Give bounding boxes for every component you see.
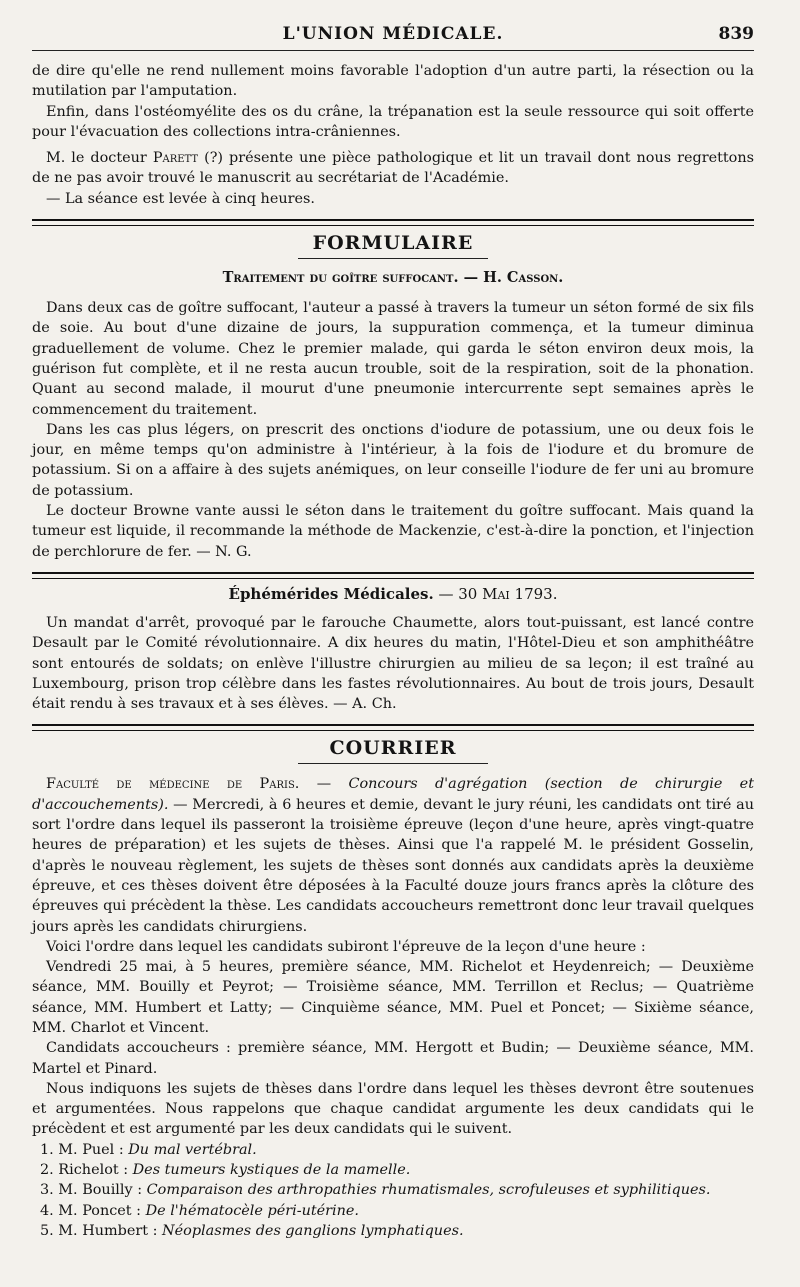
- formulaire-title: FORMULAIRE: [312, 232, 474, 255]
- intro-paragraph-1: de dire qu'elle ne rend nullement moins favorable l'adoption d'un autre parti, la résection ou la mutilation par l'amputation.: [32, 63, 754, 100]
- ephemerides-title: Éphémérides Médicales.: [228, 584, 434, 603]
- list-item: 1. M. Puel : Du mal vertébral.: [40, 1141, 257, 1158]
- journal-title: L'UNION MÉDICALE.: [282, 24, 504, 44]
- courrier-paragraph-4: Candidats accoucheurs : première séance, MM. Hergott et Budin; — Deuxième séance, MM. Martel et Pinard.: [32, 1040, 754, 1077]
- concours-name: Concours d'agrégation (section de chirurgie et d'accouchements).: [32, 776, 754, 813]
- courrier-paragraph-3: Vendredi 25 mai, à 5 heures, première séance, MM. Richelot et Heydenreich; — Deuxième séance, MM. Bouilly et Peyrot; — Troisième séance, MM. Terrillon et Reclus; — Quatrième séance, MM. Humbert et Latty; — Cinquième séance, MM. Puel et Poncet; — Sixième séance, MM. Charlot et Vincent.: [32, 959, 754, 1036]
- section-divider: [32, 219, 754, 226]
- formulaire-subtitle: Traitement du goître suffocant. — H. Casson.: [222, 269, 564, 287]
- section-divider: [32, 572, 754, 579]
- list-item: 4. M. Poncet : De l'hématocèle péri-utérine.: [40, 1202, 359, 1219]
- title-underline: [298, 258, 488, 259]
- courrier-paragraph-1: Faculté de médecine de Paris. — Concours d'agrégation (section de chirurgie et d'accouchements). — Mercredi, à 6 heures et demie, devant le jury réuni, les candidats ont tiré au sort l'ordre dans lequel ils passeront la troisième épreuve (leçon d'une heure, après vingt-quatre heures de préparation) et les sujets de thèses. Ainsi que l'a rappelé M. le président Gosselin, d'après le nouveau règlement, les sujets de thèses sont donnés aux candidats après la deuxième épreuve, et ces thèses doivent être déposées à la Faculté douze jours francs après la clôture des épreuves qui précèdent la thèse. Les candidats accoucheurs remettront donc leur travail quelques jours après les candidats chirurgiens.: [32, 776, 754, 935]
- list-item: 2. Richelot : Des tumeurs kystiques de la mamelle.: [40, 1162, 411, 1179]
- title-underline: [298, 763, 488, 764]
- formulaire-paragraph-2: Dans les cas plus légers, on prescrit des onctions d'iodure de potassium, une ou deux fois le jour, en même temps qu'on administre à l'intérieur, à la fois de l'iodure et du bromure de potassium. Si on a affaire à des sujets anémiques, on leur conseille l'iodure de fer uni au bromure de potassium.: [32, 421, 754, 499]
- ephemerides-paragraph: Un mandat d'arrêt, provoqué par le farouche Chaumette, alors tout-puissant, est lancé contre Desault par le Comité révolutionnaire. A dix heures du matin, l'Hôtel-Dieu et son amphithéâtre sont entourés de soldats; on enlève l'illustre chirurgien au milieu de sa leçon; il est traîné au Luxembourg, prison trop célèbre dans les fastes révolutionnaires. Au bout de trois jours, Desault était rendu à ses travaux et à ses élèves. — A. Ch.: [32, 614, 754, 713]
- page-header: [32, 20, 754, 51]
- thesis-subjects-list: [32, 1140, 754, 1241]
- formulaire-paragraph-3: Le docteur Browne vante aussi le séton dans le traitement du goître suffocant. Mais quand la tumeur est liquide, il recommande la méthode de Mackenzie, c'est-à-dire la ponction, et l'injection de perchlorure de fer. — N. G.: [32, 503, 754, 560]
- courrier-title: COURRIER: [329, 737, 457, 760]
- section-divider: [32, 724, 754, 731]
- intro-paragraph-2: Enfin, dans l'ostéomyélite des os du crâne, la trépanation est la seule ressource qui soit offerte pour l'évacuation des collections intra-crâniennes.: [32, 103, 754, 140]
- faculty-name: Faculté de médecine de Paris.: [46, 776, 300, 793]
- intro-paragraph-4: — La séance est levée à cinq heures.: [46, 190, 315, 207]
- formulaire-paragraph-1: Dans deux cas de goître suffocant, l'auteur a passé à travers la tumeur un séton formé de six fils de soie. Au bout d'une dizaine de jours, la suppuration commença, et la tumeur diminua graduellement de volume. Chez le premier malade, qui garda le séton environ deux mois, la guérison fut complète, et il ne resta aucun trouble, soit de la respiration, soit de la phonation. Quant au second malade, il mourut d'une pneumonie intercurrente sept semaines après le commencement du traitement.: [32, 300, 754, 418]
- ephemerides-date: — 30 Mai 1793.: [438, 584, 558, 603]
- courrier-paragraph-2: Voici l'ordre dans lequel les candidats subiront l'épreuve de la leçon d'une heure :: [46, 938, 646, 955]
- ephemerides-heading: [32, 585, 754, 603]
- page-number: 839: [718, 24, 754, 44]
- list-item: 3. M. Bouilly : Comparaison des arthropathies rhumatismales, scrofuleuses et syphilitiques.: [40, 1182, 711, 1199]
- intro-paragraph-3: M. le docteur Parett (?) présente une pièce pathologique et lit un travail dont nous regrettons de ne pas avoir trouvé le manuscrit au secrétariat de l'Académie.: [32, 150, 754, 187]
- doctor-name: Parett: [152, 150, 199, 167]
- list-item: 5. M. Humbert : Néoplasmes des ganglions lymphatiques.: [40, 1222, 464, 1239]
- courrier-paragraph-5: Nous indiquons les sujets de thèses dans l'ordre dans lequel les thèses devront être soutenues et argumentées. Nous rappelons que chaque candidat argumente les deux candidats qui le précèdent et est argumenté par les deux candidats qui le suivent.: [32, 1080, 754, 1138]
